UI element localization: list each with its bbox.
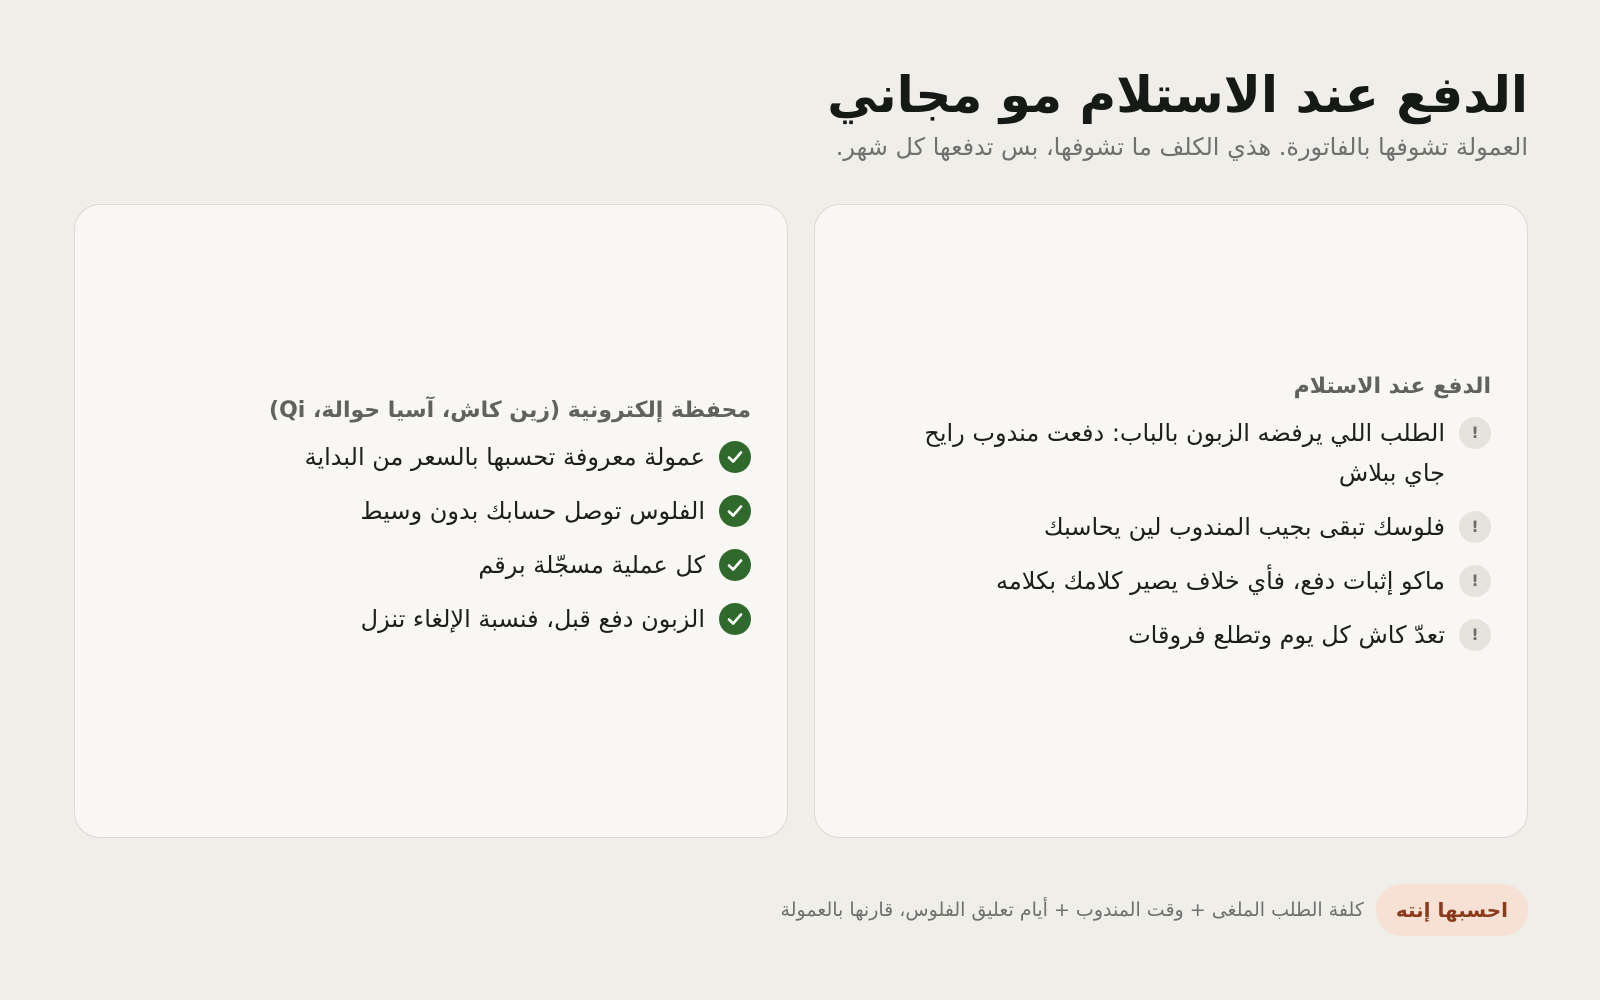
warning-icon: !: [1459, 619, 1491, 651]
check-icon: [719, 441, 751, 473]
warning-icon: !: [1459, 565, 1491, 597]
warning-icon: !: [1459, 511, 1491, 543]
comparison-cards: [72, 204, 1528, 838]
ewallet-item-text: عمولة معروفة تحسبها بالسعر من البداية: [304, 442, 705, 471]
cod-item-text: فلوسك تبقى بجيب المندوب لين يحاسبك: [1043, 512, 1445, 541]
ewallet-item: [111, 437, 751, 477]
ewallet-card-title: محفظة إلكترونية (زين كاش، آسيا حوالة، Qi): [269, 397, 751, 423]
cod-item: [851, 413, 1491, 493]
check-icon: [719, 603, 751, 635]
cod-card-title: الدفع عند الاستلام: [1293, 373, 1491, 399]
cod-item: [851, 507, 1491, 547]
cod-item: [851, 561, 1491, 601]
check-icon: [719, 495, 751, 527]
ewallet-card: [74, 204, 788, 838]
cod-item-text: تعدّ كاش كل يوم وتطلع فروقات: [1128, 620, 1445, 649]
page-title: الدفع عند الاستلام مو مجاني: [827, 66, 1528, 124]
cod-item: [851, 615, 1491, 655]
warning-icon: !: [1459, 417, 1491, 449]
ewallet-item: [111, 599, 751, 639]
page-subtitle: العمولة تشوفها بالفاتورة. هذي الكلف ما تشوفها، بس تدفعها كل شهر.: [835, 133, 1528, 161]
calculate-button[interactable]: احسبها إنته: [1376, 884, 1528, 936]
ewallet-item-text: الفلوس توصل حسابك بدون وسيط: [360, 496, 705, 525]
ewallet-item-text: الزبون دفع قبل، فنسبة الإلغاء تنزل: [360, 604, 705, 633]
footer: [781, 884, 1528, 936]
footer-note: كلفة الطلب الملغى + وقت المندوب + أيام تعليق الفلوس، قارنها بالعمولة: [780, 899, 1364, 921]
cod-item-text: ماكو إثبات دفع، فأي خلاف يصير كلامك بكلامه: [996, 566, 1445, 595]
check-icon: [719, 549, 751, 581]
cod-card: [814, 204, 1528, 838]
header: [72, 62, 1528, 164]
ewallet-item: [111, 491, 751, 531]
ewallet-item: [111, 545, 751, 585]
cod-item-text: الطلب اللي يرفضه الزبون بالباب: دفعت مندوب رايح جاي ببلاش: [924, 418, 1445, 487]
ewallet-item-text: كل عملية مسجّلة برقم: [478, 550, 705, 579]
